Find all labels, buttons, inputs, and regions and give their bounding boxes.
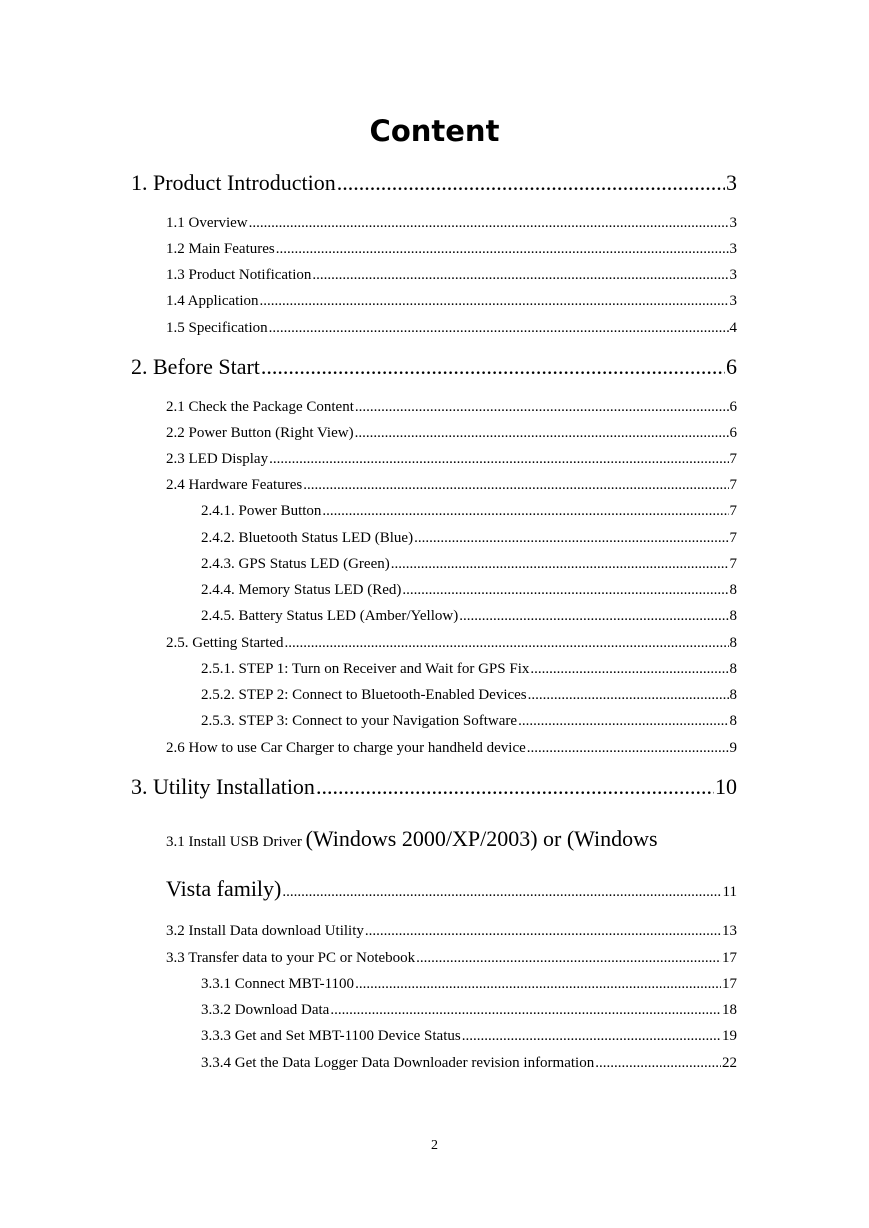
dot-leader <box>312 266 728 284</box>
dot-leader <box>249 214 729 232</box>
toc-page-number: 11 <box>722 884 737 900</box>
toc-entry-label: 2.4.1. Power Button <box>201 503 322 519</box>
dot-leader <box>528 686 729 704</box>
toc-entry-1-2[interactable] <box>166 240 737 258</box>
toc-entry-label: 3.1 Install USB Driver <box>166 834 306 850</box>
dot-leader <box>330 1001 721 1019</box>
toc-entry-2-4-2[interactable] <box>201 529 737 547</box>
toc-entry-1-3[interactable] <box>166 266 737 284</box>
toc-entry-label: 3.3.2 Download Data <box>201 1002 330 1018</box>
toc-page-number: 6 <box>729 399 737 415</box>
toc-page-number: 6 <box>726 354 737 379</box>
toc-entry-label: 1.2 Main Features <box>166 241 275 257</box>
toc-page-number: 18 <box>722 1002 737 1018</box>
dot-leader <box>416 949 721 967</box>
toc-page-number: 3 <box>729 293 737 309</box>
toc-entry-3-3-4[interactable] <box>201 1054 737 1072</box>
toc-page-number: 17 <box>722 950 737 966</box>
toc-page-number: 4 <box>729 320 737 336</box>
toc-entry-3-1[interactable] <box>166 876 737 901</box>
toc-entry-label: 2. Before Start <box>131 354 260 379</box>
dot-leader <box>527 739 729 757</box>
toc-page-number: 10 <box>715 774 737 799</box>
toc-page-number: 19 <box>722 1028 737 1044</box>
toc-entry-3-2[interactable] <box>166 922 737 940</box>
toc-entry-label: 3.3 Transfer data to your PC or Notebook <box>166 950 416 966</box>
toc-entry-label: 3.2 Install Data download Utility <box>166 923 364 939</box>
toc-page-number: 9 <box>729 740 737 756</box>
toc-entry-label: 2.4.2. Bluetooth Status LED (Blue) <box>201 530 414 546</box>
dot-leader <box>316 774 714 800</box>
dot-leader <box>284 634 728 652</box>
toc-page-number: 8 <box>729 713 737 729</box>
toc-page-number: 3 <box>729 267 737 283</box>
dot-leader <box>282 883 721 901</box>
dot-leader <box>260 292 729 310</box>
toc-page-number: 8 <box>729 635 737 651</box>
toc-entry-2-5-3[interactable] <box>201 712 737 730</box>
toc-entry-1-1[interactable] <box>166 214 737 232</box>
toc-page-number: 7 <box>729 503 737 519</box>
toc-entry-label: 3.3.1 Connect MBT-1100 <box>201 976 355 992</box>
toc-entry-label-large: (Windows 2000/XP/2003) or (Windows <box>305 826 658 851</box>
toc-page-number: 8 <box>729 608 737 624</box>
dot-leader <box>303 476 728 494</box>
dot-leader <box>355 424 729 442</box>
dot-leader <box>414 529 728 547</box>
toc-page-number: 3 <box>726 170 737 195</box>
toc-entry-2-4-4[interactable] <box>201 581 737 599</box>
toc-entry-label: 2.6 How to use Car Charger to charge your handheld device <box>166 740 526 756</box>
toc-entry-label: 2.4.3. GPS Status LED (Green) <box>201 556 390 572</box>
toc-entry-2[interactable] <box>131 354 737 380</box>
toc-page-number: 8 <box>729 661 737 677</box>
toc-page-number: 8 <box>729 582 737 598</box>
toc-entry-label: 2.1 Check the Package Content <box>166 399 354 415</box>
toc-entry-3-1-line1[interactable] <box>166 826 658 855</box>
dot-leader <box>459 607 728 625</box>
toc-entry-label: 1.4 Application <box>166 293 259 309</box>
toc-entry-label-large: Vista family) <box>166 876 282 901</box>
toc-page-number: 8 <box>729 687 737 703</box>
toc-entry-label: 2.5. Getting Started <box>166 635 284 651</box>
toc-entry-3-3-3[interactable] <box>201 1027 737 1045</box>
page-title: Content <box>369 114 500 148</box>
toc-entry-2-5-2[interactable] <box>201 686 737 704</box>
toc-entry-2-4[interactable] <box>166 476 737 494</box>
toc-entry-2-3[interactable] <box>166 450 737 468</box>
toc-entry-3[interactable] <box>131 774 737 800</box>
toc-entry-3-3[interactable] <box>166 949 737 967</box>
toc-page-number: 6 <box>729 425 737 441</box>
dot-leader <box>402 581 728 599</box>
dot-leader <box>261 354 725 380</box>
toc-page-number: 3 <box>729 241 737 257</box>
dot-leader <box>595 1054 721 1072</box>
toc-page-number: 13 <box>722 923 737 939</box>
page-number: 2 <box>431 1138 438 1153</box>
toc-entry-2-2[interactable] <box>166 424 737 442</box>
dot-leader <box>276 240 729 258</box>
dot-leader <box>530 660 728 678</box>
toc-page-number: 3 <box>729 215 737 231</box>
toc-page-number: 7 <box>729 556 737 572</box>
toc-page-number: 22 <box>722 1055 737 1071</box>
toc-entry-2-6[interactable] <box>166 739 737 757</box>
toc-entry-2-4-5[interactable] <box>201 607 737 625</box>
toc-entry-label: 2.4.5. Battery Status LED (Amber/Yellow) <box>201 608 459 624</box>
dot-leader <box>269 450 728 468</box>
toc-entry-label: 1.5 Specification <box>166 320 268 336</box>
dot-leader <box>365 922 721 940</box>
toc-entry-1-4[interactable] <box>166 292 737 310</box>
toc-entry-3-3-1[interactable] <box>201 975 737 993</box>
dot-leader <box>462 1027 721 1045</box>
toc-page-number: 7 <box>729 530 737 546</box>
toc-entry-label: 1.1 Overview <box>166 215 248 231</box>
toc-entry-label: 2.5.1. STEP 1: Turn on Receiver and Wait for GPS Fix <box>201 661 530 677</box>
toc-page-number: 7 <box>729 477 737 493</box>
dot-leader <box>518 712 728 730</box>
toc-entry-1[interactable] <box>131 170 737 196</box>
dot-leader <box>337 170 725 196</box>
toc-entry-2-4-3[interactable] <box>201 555 737 573</box>
toc-page-number: 17 <box>722 976 737 992</box>
toc-entry-1-5[interactable] <box>166 319 737 337</box>
toc-entry-label: 2.2 Power Button (Right View) <box>166 425 354 441</box>
toc-entry-2-5-1[interactable] <box>201 660 737 678</box>
dot-leader <box>355 398 729 416</box>
toc-entry-label: 2.4.4. Memory Status LED (Red) <box>201 582 402 598</box>
dot-leader <box>322 502 728 520</box>
toc-entry-label: 1. Product Introduction <box>131 170 336 195</box>
toc-entry-2-5[interactable] <box>166 634 737 652</box>
toc-entry-label: 2.4 Hardware Features <box>166 477 303 493</box>
toc-entry-label: 1.3 Product Notification <box>166 267 312 283</box>
toc-entry-2-1[interactable] <box>166 398 737 416</box>
toc-entry-label: 3. Utility Installation <box>131 774 315 799</box>
toc-entry-2-4-1[interactable] <box>201 502 737 520</box>
toc-entry-label: 2.5.3. STEP 3: Connect to your Navigation Software <box>201 713 518 729</box>
dot-leader <box>355 975 721 993</box>
dot-leader <box>391 555 729 573</box>
toc-page-number: 7 <box>729 451 737 467</box>
toc-entry-label: 3.3.3 Get and Set MBT-1100 Device Status <box>201 1028 461 1044</box>
toc-entry-label: 3.3.4 Get the Data Logger Data Downloader revision information <box>201 1055 595 1071</box>
toc-entry-label: 2.5.2. STEP 2: Connect to Bluetooth-Enabled Devices <box>201 687 527 703</box>
dot-leader <box>269 319 729 337</box>
toc-entry-3-3-2[interactable] <box>201 1001 737 1019</box>
toc-entry-label: 2.3 LED Display <box>166 451 269 467</box>
